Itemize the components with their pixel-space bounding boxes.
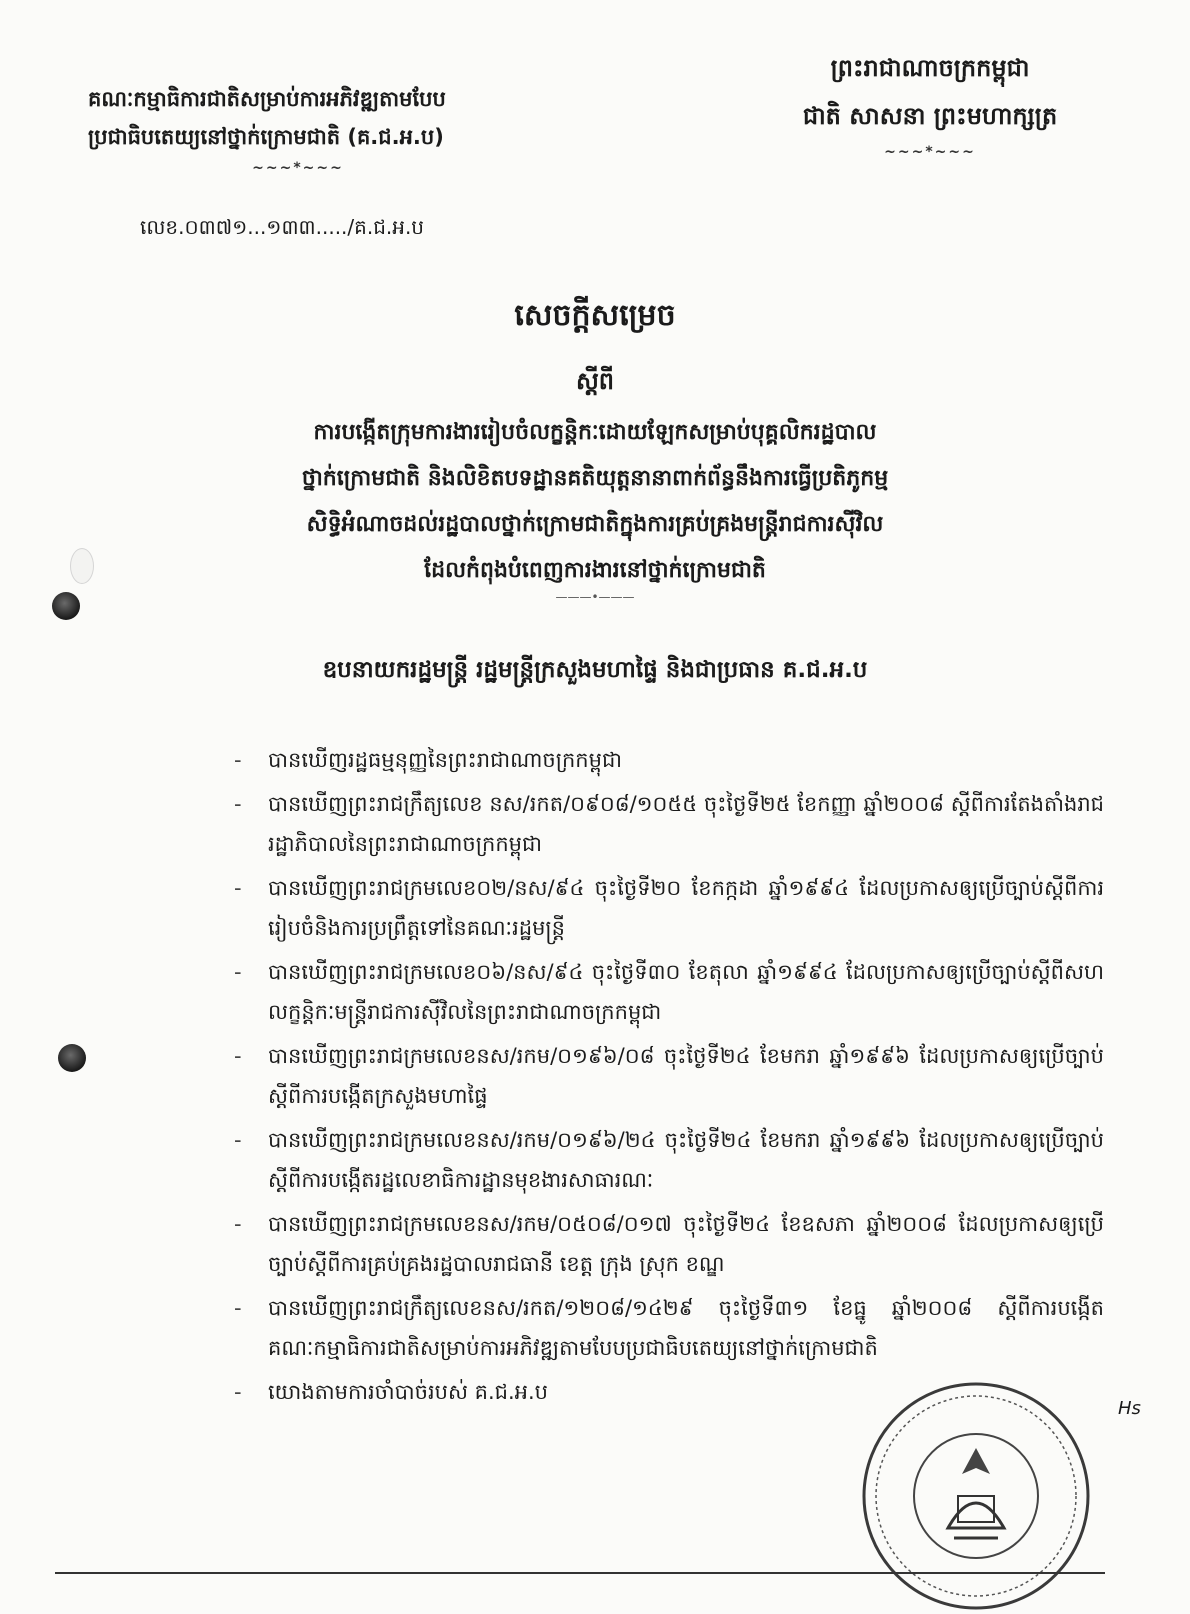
list-item [234,1288,1104,1368]
consideration-text: បានឃើញព្រះរាជក្រឹត្យលេខ នស/រកត/០៩០៨/១០៥៥ ចុះថ្ងៃទី២៥ ខែកញ្ញា ឆ្នាំ២០០៨ ស្តីពីការតែងតាំងរាជរដ្ឋាភិបាលនៃព្រះរាជាណាចក្រកម្ពុជា [268,792,1104,856]
consideration-text: បានឃើញព្រះរាជក្រមលេខនស/រកម/០៥០៨/០១៧ ចុះថ្ងៃទី២៤ ខែឧសភា ឆ្នាំ២០០៨ ដែលប្រកាសឲ្យប្រើច្បាប់ស្តីពីការគ្រប់គ្រងរដ្ឋបាលរាជធានី ខេត្ត ក្រុង ស្រុក ខណ្ឌ [268,1212,1104,1276]
consideration-text: យោងតាមការចាំបាច់របស់ គ.ជ.អ.ប [268,1380,548,1404]
list-marker: - [234,1128,242,1152]
list-marker: - [234,1380,242,1404]
official-seal-stamp [858,1378,1094,1614]
left-ornament: ~~~*~~~ [252,160,344,176]
right-ornament: ~~~*~~~ [884,144,976,160]
footer-divider [55,1572,1105,1574]
list-item [234,740,1104,780]
list-marker: - [234,1212,242,1236]
committee-name-line2: ប្រជាធិបតេយ្យនៅថ្នាក់ក្រោមជាតិ (គ.ជ.អ.ប) [88,125,444,149]
committee-name-line1: គណៈកម្មាធិការជាតិសម្រាប់ការអភិវឌ្ឍតាមបែប [88,87,446,111]
consideration-text: បានឃើញព្រះរាជក្រមលេខ០៦/នស/៩៤ ចុះថ្ងៃទី៣០ ខែតុលា ឆ្នាំ១៩៩៤ ដែលប្រកាសឲ្យប្រើច្បាប់ស្តីពីសហលក្ខន្តិកៈមន្ត្រីរាជការស៊ីវិលនៃព្រះរាជាណាចក្រកម្ពុជា [268,960,1104,1024]
list-marker: - [234,960,242,984]
title-divider: ———•——— [555,590,635,604]
issuer-line: ឧបនាយករដ្ឋមន្ត្រី រដ្ឋមន្ត្រីក្រសួងមហាផ្ទៃ និងជាប្រធាន គ.ជ.អ.ប [322,657,868,683]
decision-title-text: សេចក្តីសម្រេច [514,298,676,333]
decision-title [150,296,1040,340]
subject-line-1: ការបង្កើតក្រុមការងាររៀបចំលក្ខន្តិកៈដោយឡែកសម្រាប់បុគ្គលិករដ្ឋបាល [313,420,877,445]
faint-punch-hole [70,548,94,584]
punch-hole-bottom [58,1044,86,1072]
kingdom-name: ព្រះរាជាណាចក្រកម្ពុជា [830,54,1030,82]
about-label [150,366,1040,401]
list-item [234,1036,1104,1116]
subject-line-2: ថ្នាក់ក្រោមជាតិ និងលិខិតបទដ្ឋានគតិយុត្តនានាពាក់ព័ន្ធនឹងការធ្វើប្រតិភូកម្ម [301,466,889,491]
list-marker: - [234,876,242,900]
about-label-text: ស្តីពី [575,367,615,395]
considerations-list [234,740,1104,1416]
decision-subject [150,410,1040,594]
kingdom-header [760,44,1100,164]
handwritten-initials: Hs [1118,1398,1141,1419]
document-number: លេខ.០៣៧១...១៣៣...../គ.ជ.អ.ប [140,215,425,239]
list-marker: - [234,1296,242,1320]
list-item [234,952,1104,1032]
list-marker: - [234,792,242,816]
consideration-text: បានឃើញព្រះរាជក្រមលេខនស/រកម/០១៩៦/០៨ ចុះថ្ងៃទី២៤ ខែមករា ឆ្នាំ១៩៩៦ ដែលប្រកាសឲ្យប្រើច្បាប់ស្តីពីការបង្កើតក្រសួងមហាផ្ទៃ [268,1044,1104,1108]
list-item [234,868,1104,948]
list-item [234,784,1104,864]
list-marker: - [234,748,242,772]
list-marker: - [234,1044,242,1068]
consideration-text: បានឃើញព្រះរាជក្រមលេខ០២/នស/៩៤ ចុះថ្ងៃទី២០ ខែកក្កដា ឆ្នាំ១៩៩៤ ដែលប្រកាសឲ្យប្រើច្បាប់ស្តីពីការរៀបចំនិងការប្រព្រឹត្តទៅនៃគណៈរដ្ឋមន្ត្រី [268,876,1104,940]
list-item [234,1120,1104,1200]
punch-hole-top [52,592,80,620]
subject-line-4: ដែលកំពុងបំពេញការងារនៅថ្នាក់ក្រោមជាតិ [424,558,766,583]
list-item [234,1204,1104,1284]
consideration-text: បានឃើញព្រះរាជក្រឹត្យលេខនស/រកត/១២០៨/១៤២៩ ចុះថ្ងៃទី៣១ ខែធ្នូ ឆ្នាំ២០០៨ ស្តីពីការបង្កើតគណៈកម្មាធិការជាតិសម្រាប់ការអភិវឌ្ឍតាមបែបប្រជាធិបតេយ្យនៅថ្នាក់ក្រោមជាតិ [268,1296,1104,1360]
consideration-text: បានឃើញរដ្ឋធម្មនុញ្ញនៃព្រះរាជាណាចក្រកម្ពុជា [268,748,622,772]
subject-line-3: សិទ្ធិអំណាចដល់រដ្ឋបាលថ្នាក់ក្រោមជាតិក្នុងការគ្រប់គ្រងមន្ត្រីរាជការស៊ីវិល [306,512,884,537]
consideration-text: បានឃើញព្រះរាជក្រមលេខនស/រកម/០១៩៦/២៤ ចុះថ្ងៃទី២៤ ខែមករា ឆ្នាំ១៩៩៦ ដែលប្រកាសឲ្យប្រើច្បាប់ស្តីពីការបង្កើតរដ្ឋលេខាធិការដ្ឋានមុខងារសាធារណៈ [268,1128,1104,1192]
issuing-committee-header [88,80,528,180]
national-motto: ជាតិ សាសនា ព្រះមហាក្សត្រ [802,102,1058,130]
